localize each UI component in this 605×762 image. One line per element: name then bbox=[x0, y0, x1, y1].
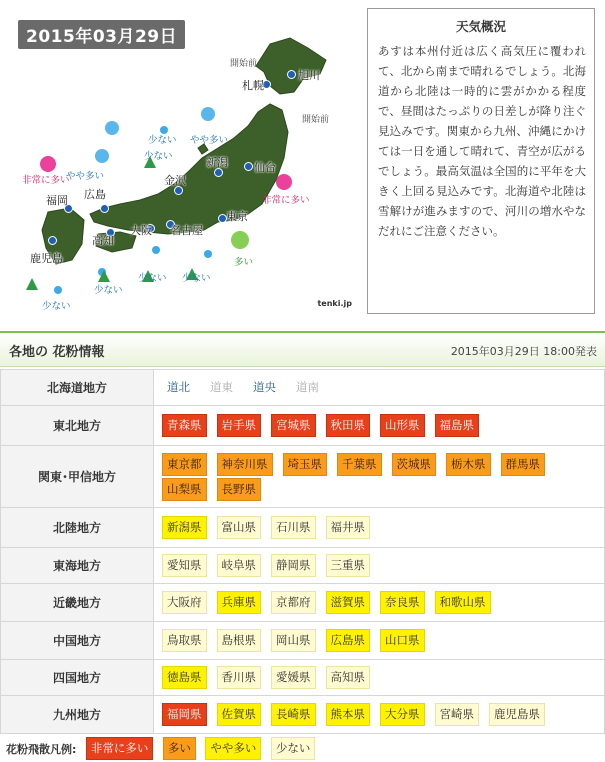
pollen-header bbox=[0, 331, 605, 367]
region-name: 四国地方 bbox=[1, 660, 154, 696]
prefecture-link[interactable]: 福井県 bbox=[326, 516, 371, 539]
prefecture-link[interactable]: 大阪府 bbox=[162, 591, 207, 614]
map-level-label: 少ない bbox=[94, 285, 123, 296]
prefecture-link[interactable]: 宮城県 bbox=[271, 414, 316, 437]
prefecture-link[interactable]: 広島県 bbox=[326, 629, 371, 652]
prefecture-link[interactable]: 島根県 bbox=[217, 629, 262, 652]
prefecture-link[interactable]: 富山県 bbox=[217, 516, 262, 539]
prefecture-link[interactable]: 奈良県 bbox=[380, 591, 425, 614]
prefecture-link[interactable]: 東京都 bbox=[162, 453, 207, 476]
map-level-label: 少ない bbox=[182, 273, 211, 284]
legend-item-low: 少ない bbox=[271, 737, 316, 760]
prefecture-link[interactable]: 神奈川県 bbox=[217, 453, 273, 476]
prefecture-link[interactable]: 長野県 bbox=[217, 478, 262, 501]
prefecture-link[interactable]: 岐阜県 bbox=[217, 554, 262, 577]
map-level-label: やや多い bbox=[66, 171, 105, 182]
region-row bbox=[1, 406, 605, 446]
city-dot bbox=[244, 162, 253, 171]
prefecture-link[interactable]: 熊本県 bbox=[326, 703, 371, 726]
pollen-section bbox=[0, 331, 605, 734]
japan-map-graphic bbox=[8, 8, 358, 314]
summary-title: 天気概況 bbox=[455, 19, 506, 34]
region-prefectures bbox=[154, 584, 605, 622]
map-level-label: 少ない bbox=[42, 301, 71, 312]
map-level-label: 多い bbox=[234, 257, 254, 268]
region-name: 東海地方 bbox=[1, 548, 154, 584]
prefecture-link[interactable]: 千葉県 bbox=[337, 453, 382, 476]
map-level-label: 少ない bbox=[148, 135, 177, 146]
prefecture-link[interactable]: 鹿児島県 bbox=[489, 703, 545, 726]
prefecture-link[interactable]: 道南 bbox=[296, 380, 319, 394]
prefecture-link[interactable]: 佐賀県 bbox=[217, 703, 262, 726]
region-row bbox=[1, 508, 605, 548]
city-label[interactable]: 仙台 bbox=[254, 161, 276, 174]
city-label[interactable]: 鹿児島 bbox=[30, 252, 63, 265]
prefecture-link[interactable]: 愛知県 bbox=[162, 554, 207, 577]
legend-item-moderate: やや多い bbox=[205, 737, 261, 760]
prefecture-link[interactable]: 岩手県 bbox=[217, 414, 262, 437]
prefecture-link[interactable]: 石川県 bbox=[271, 516, 316, 539]
prefecture-link[interactable]: 鳥取県 bbox=[162, 629, 207, 652]
map-level-label: 少ない bbox=[144, 151, 173, 162]
prefecture-link[interactable]: 岡山県 bbox=[271, 629, 316, 652]
map-level-label: やや多い bbox=[190, 135, 229, 146]
prefecture-link[interactable]: 青森県 bbox=[162, 414, 207, 437]
city-label[interactable]: 名古屋 bbox=[170, 224, 203, 237]
weather-summary bbox=[367, 8, 595, 314]
prefecture-link[interactable]: 兵庫県 bbox=[217, 591, 262, 614]
prefecture-link[interactable]: 福岡県 bbox=[162, 703, 207, 726]
date-badge: 2015年03月29日 bbox=[18, 20, 185, 49]
city-label[interactable]: 新潟 bbox=[206, 156, 228, 169]
prefecture-link[interactable]: 香川県 bbox=[217, 666, 262, 689]
region-name: 北海道地方 bbox=[1, 370, 154, 406]
prefecture-link[interactable]: 高知県 bbox=[326, 666, 371, 689]
summary-body: あすは本州付近は広く高気圧に覆われて、北から南まで晴れるでしょう。北海道から北陸は一時的に雲がかかる程度で、昼間はたっぷりの日差しが降り注ぐ見込みです。関東から九州、沖縄にかけては一日を通して晴れて、青空が広がるでしょう。最高気温は全国的に平年を大きく上回る見込みです。北海道や北陸は雪解けが進みますので、河川の増水やなだれにご注意ください。 bbox=[378, 44, 586, 238]
prefecture-link[interactable]: 群馬県 bbox=[501, 453, 546, 476]
prefecture-link[interactable]: 大分県 bbox=[380, 703, 425, 726]
region-name: 関東･甲信地方 bbox=[1, 446, 154, 508]
prefecture-link[interactable]: 埼玉県 bbox=[283, 453, 328, 476]
region-prefectures bbox=[154, 446, 605, 508]
prefecture-link[interactable]: 道北 bbox=[167, 380, 190, 394]
legend-item-very-high: 非常に多い bbox=[86, 737, 154, 760]
city-label[interactable]: 福岡 bbox=[46, 194, 68, 207]
city-label[interactable]: 高知 bbox=[92, 234, 114, 247]
region-prefectures bbox=[154, 406, 605, 446]
region-row bbox=[1, 696, 605, 734]
prefecture-link[interactable]: 京都府 bbox=[271, 591, 316, 614]
region-prefectures bbox=[154, 370, 605, 406]
region-prefectures bbox=[154, 622, 605, 660]
region-name: 中国地方 bbox=[1, 622, 154, 660]
map-level-label: 非常に多い bbox=[22, 175, 70, 186]
prefecture-link[interactable]: 愛媛県 bbox=[271, 666, 316, 689]
prefecture-link[interactable]: 山口県 bbox=[380, 629, 425, 652]
prefecture-link[interactable]: 道東 bbox=[210, 380, 233, 394]
map-note: 開始前 bbox=[230, 59, 258, 69]
region-prefectures bbox=[154, 660, 605, 696]
region-row bbox=[1, 660, 605, 696]
city-label[interactable]: 金沢 bbox=[164, 174, 186, 187]
prefecture-link[interactable]: 徳島県 bbox=[162, 666, 207, 689]
region-name: 東北地方 bbox=[1, 406, 154, 446]
region-prefectures bbox=[154, 548, 605, 584]
legend-item-high: 多い bbox=[163, 737, 196, 760]
region-prefectures bbox=[154, 508, 605, 548]
city-label[interactable]: 旭川 bbox=[298, 69, 320, 82]
map-note: 開始前 bbox=[302, 115, 330, 125]
pollen-map[interactable] bbox=[8, 8, 358, 314]
prefecture-link[interactable]: 和歌山県 bbox=[435, 591, 491, 614]
city-label[interactable]: 東京 bbox=[226, 210, 248, 223]
pollen-title: 各地の 花粉情報 bbox=[9, 345, 105, 360]
region-name: 北陸地方 bbox=[1, 508, 154, 548]
legend-label: 花粉飛散凡例: bbox=[6, 743, 77, 756]
prefecture-link[interactable]: 栃木県 bbox=[446, 453, 491, 476]
prefecture-link[interactable]: 新潟県 bbox=[162, 516, 207, 539]
pollen-legend bbox=[6, 737, 321, 757]
prefecture-link[interactable]: 道央 bbox=[253, 380, 276, 394]
prefecture-link[interactable]: 茨城県 bbox=[392, 453, 437, 476]
top-area bbox=[0, 0, 605, 330]
prefecture-link[interactable]: 山梨県 bbox=[162, 478, 207, 501]
map-level-label: 少ない bbox=[138, 273, 167, 284]
region-row bbox=[1, 622, 605, 660]
region-row bbox=[1, 548, 605, 584]
region-row bbox=[1, 446, 605, 508]
prefecture-link[interactable]: 静岡県 bbox=[271, 554, 316, 577]
region-name: 九州地方 bbox=[1, 696, 154, 734]
prefecture-link[interactable]: 宮崎県 bbox=[435, 703, 480, 726]
map-level-label: 非常に多い bbox=[262, 195, 310, 206]
prefecture-link[interactable]: 秋田県 bbox=[326, 414, 371, 437]
pollen-issued-time: 2015年03月29日 18:00発表 bbox=[450, 345, 597, 358]
prefecture-link[interactable]: 福島県 bbox=[435, 414, 480, 437]
map-credit: tenki.jp bbox=[317, 299, 352, 308]
city-dot bbox=[48, 236, 57, 245]
city-label[interactable]: 札幌 bbox=[242, 79, 264, 92]
city-dot bbox=[100, 204, 109, 213]
prefecture-link[interactable]: 三重県 bbox=[326, 554, 371, 577]
prefecture-link[interactable]: 山形県 bbox=[380, 414, 425, 437]
prefecture-link[interactable]: 長崎県 bbox=[271, 703, 316, 726]
prefecture-link[interactable]: 滋賀県 bbox=[326, 591, 371, 614]
region-table bbox=[0, 369, 605, 734]
city-label[interactable]: 広島 bbox=[84, 188, 106, 201]
city-label[interactable]: 大阪 bbox=[130, 224, 152, 237]
city-dot bbox=[287, 70, 296, 79]
region-name: 近畿地方 bbox=[1, 584, 154, 622]
region-prefectures bbox=[154, 696, 605, 734]
region-row bbox=[1, 584, 605, 622]
region-row bbox=[1, 370, 605, 406]
